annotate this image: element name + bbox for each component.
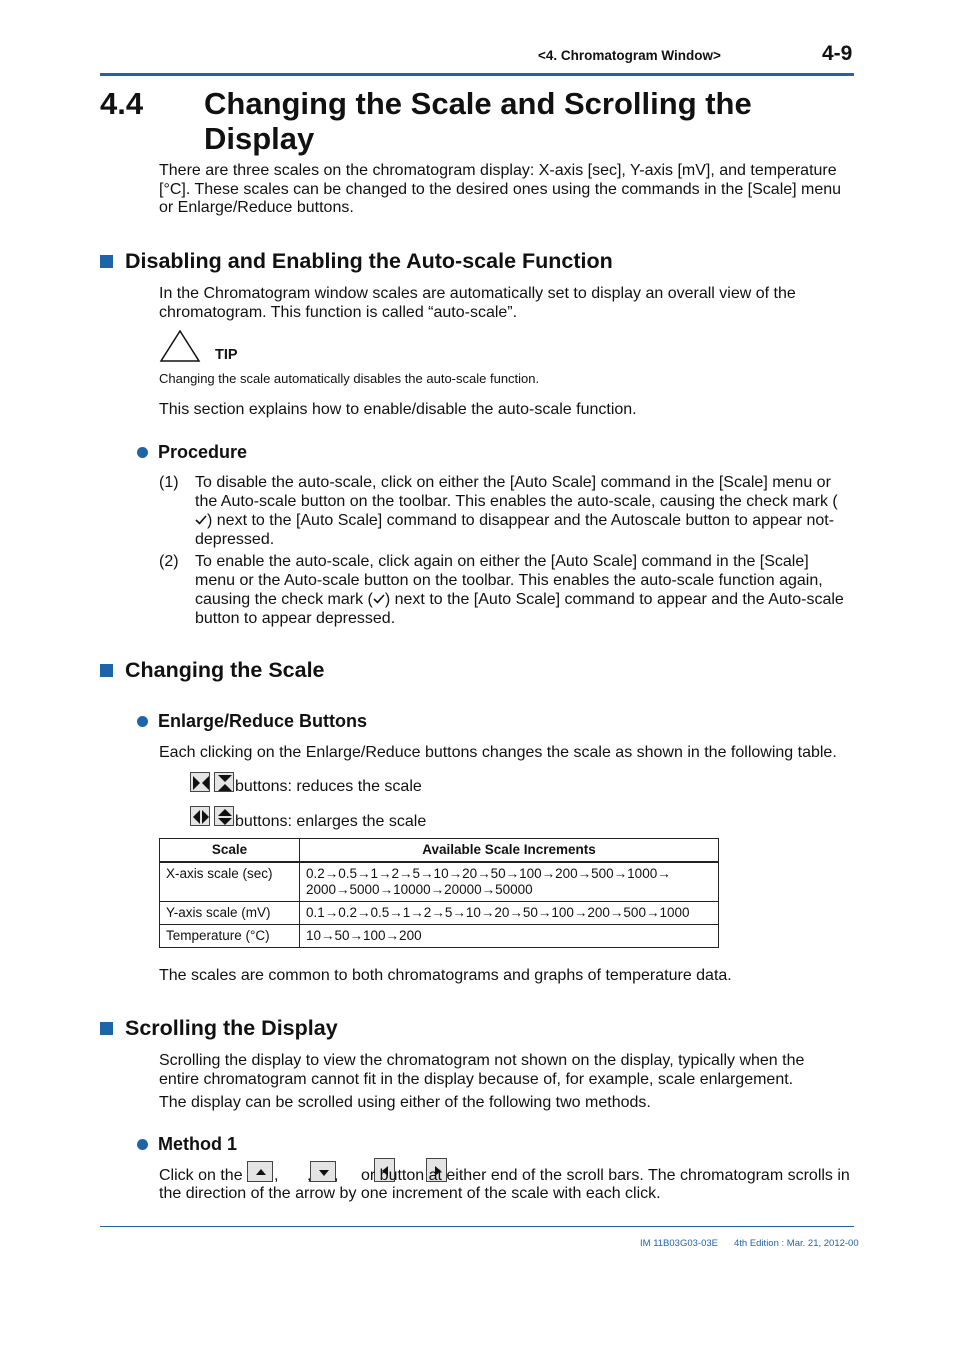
enlarge-vertical-icon bbox=[214, 806, 234, 826]
scales-common-note: The scales are common to both chromatograms and graphs of temperature data. bbox=[159, 967, 732, 984]
method-1-line2: the direction of the arrow by one increment of the scale with each click. bbox=[159, 1185, 661, 1202]
method-1-suffix: or button at either end of the scroll bars. The chromatogram scrolls in bbox=[361, 1167, 850, 1184]
table-cell-increments: 0.1→0.2→0.5→1→2→5→10→20→50→100→200→500→1000 bbox=[300, 902, 719, 925]
step-2-text bbox=[195, 553, 860, 628]
heading-bullet-icon bbox=[100, 664, 113, 677]
step-2-line: menu or the Auto-scale button on the toolbar. This enables the auto-scale function again, bbox=[195, 571, 823, 589]
table-cell-scale: Temperature (°C) bbox=[160, 925, 300, 948]
heading-bullet-icon bbox=[100, 1022, 113, 1035]
step-1-line: the Auto-scale button on the toolbar. This enables the auto-scale, causing the check mark ( bbox=[195, 492, 838, 510]
table-row bbox=[160, 925, 719, 948]
tip-triangle-icon bbox=[159, 329, 201, 368]
autoscale-paragraph: In the Chromatogram window scales are automatically set to display an overall view of the chromatogram. This function is called “auto-scale”. bbox=[159, 285, 796, 321]
increments-line: 2000→5000→10000→20000→50000 bbox=[306, 882, 533, 897]
scrolling-methods-intro: The display can be scrolled using either of the following two methods. bbox=[159, 1094, 651, 1111]
table-header-cell: Scale bbox=[160, 839, 300, 863]
table-cell-increments bbox=[300, 862, 719, 902]
scrolling-paragraph: Scrolling the display to view the chromatogram not shown on the display, typically when the entire chromatogram cannot fit in the display because of, for example, scale enlargement. bbox=[159, 1052, 805, 1088]
step-1-text bbox=[195, 474, 855, 549]
footer-doc-id: IM 11B03G03-03E bbox=[640, 1238, 718, 1249]
heading-scrolling bbox=[100, 1016, 338, 1041]
step-1-line: To disable the auto-scale, click on either the [Auto Scale] command in the [Scale] menu or bbox=[195, 474, 831, 491]
scale-increments-table bbox=[159, 838, 719, 948]
subheading-bullet-icon bbox=[137, 1139, 148, 1150]
section-intro: There are three scales on the chromatogram display: X-axis [sec], Y-axis [mV], and temperature [°C]. These scales can be changed to the desired ones using the commands in the [Scale] menu or Enlarge/Reduce buttons. bbox=[159, 162, 842, 217]
table-cell-scale: X-axis scale (sec) bbox=[160, 862, 300, 902]
check-mark-icon bbox=[195, 511, 207, 530]
heading-enlarge-reduce-text: Enlarge/Reduce Buttons bbox=[158, 711, 368, 731]
enlarge-reduce-paragraph: Each clicking on the Enlarge/Reduce buttons changes the scale as shown in the following table. bbox=[159, 744, 837, 761]
heading-procedure bbox=[137, 442, 247, 463]
running-header-chapter: <4. Chromatogram Window> bbox=[538, 48, 721, 63]
heading-procedure-text: Procedure bbox=[158, 442, 248, 462]
reduce-vertical-icon bbox=[214, 772, 234, 792]
footer-edition: 4th Edition : Mar. 21, 2012-00 bbox=[733, 1238, 859, 1249]
method-1-prefix: Click on the bbox=[159, 1167, 243, 1184]
reduce-buttons bbox=[190, 772, 234, 792]
tip-label: TIP bbox=[215, 347, 238, 363]
subheading-bullet-icon bbox=[137, 716, 148, 727]
heading-enlarge-reduce bbox=[137, 711, 367, 732]
heading-scrolling-text: Scrolling the Display bbox=[125, 1016, 338, 1040]
scroll-down-arrow-icon bbox=[310, 1161, 336, 1182]
heading-method-1 bbox=[137, 1134, 237, 1155]
footer-rule bbox=[100, 1226, 854, 1227]
tip-text: Changing the scale automatically disables the auto-scale function. bbox=[159, 371, 540, 386]
step-2-line-tail: ) next to the [Auto Scale] command to appear and the Auto-scale bbox=[384, 591, 844, 609]
comma-separator: , bbox=[334, 1167, 339, 1184]
subheading-bullet-icon bbox=[137, 447, 148, 458]
heading-bullet-icon bbox=[100, 255, 113, 268]
heading-method-1-text: Method 1 bbox=[158, 1134, 237, 1154]
step-2-line-head: causing the check mark ( bbox=[195, 591, 373, 609]
header-rule bbox=[100, 73, 854, 76]
reduce-caption: buttons: reduces the scale bbox=[235, 778, 422, 795]
step-1-line: depressed. bbox=[195, 530, 275, 548]
enlarge-buttons bbox=[190, 806, 234, 826]
table-row bbox=[160, 862, 719, 902]
step-2-line: To enable the auto-scale, click again on either the [Auto Scale] command in the [Scale] bbox=[195, 553, 809, 570]
section-title: Changing the Scale and Scrolling the Display bbox=[204, 86, 752, 156]
heading-changing-scale bbox=[100, 658, 325, 683]
enlarge-horizontal-icon bbox=[190, 806, 210, 826]
step-2-line bbox=[195, 590, 860, 610]
reduce-horizontal-icon bbox=[190, 772, 210, 792]
step-number: (1) bbox=[159, 474, 179, 491]
step-1-line bbox=[195, 511, 855, 531]
enlarge-caption: buttons: enlarges the scale bbox=[235, 813, 427, 830]
table-cell-increments: 10→50→100→200 bbox=[300, 925, 719, 948]
table-header-cell: Available Scale Increments bbox=[300, 839, 719, 863]
heading-autoscale-text: Disabling and Enabling the Auto-scale Function bbox=[125, 249, 613, 273]
heading-changing-scale-text: Changing the Scale bbox=[125, 658, 325, 682]
section-number: 4.4 bbox=[100, 86, 144, 121]
comma-separator: , bbox=[274, 1167, 279, 1184]
check-mark-icon bbox=[373, 590, 385, 609]
step-1-line-tail: ) next to the [Auto Scale] command to disappear and the Autoscale button to appear not- bbox=[207, 512, 835, 530]
comma-separator: , bbox=[307, 1167, 312, 1184]
footer bbox=[640, 1238, 859, 1249]
increments-line: 0.2→0.5→1→2→5→10→20→50→100→200→500→1000→ bbox=[306, 866, 671, 881]
scroll-up-arrow-icon bbox=[247, 1161, 273, 1182]
autoscale-explain: This section explains how to enable/disable the auto-scale function. bbox=[159, 401, 637, 418]
step-2-line: button to appear depressed. bbox=[195, 609, 396, 627]
table-row bbox=[160, 902, 719, 925]
page-number: 4-9 bbox=[822, 42, 853, 65]
table-header-row bbox=[160, 839, 719, 863]
step-number: (2) bbox=[159, 553, 179, 570]
heading-autoscale bbox=[100, 249, 613, 274]
table-cell-scale: Y-axis scale (mV) bbox=[160, 902, 300, 925]
